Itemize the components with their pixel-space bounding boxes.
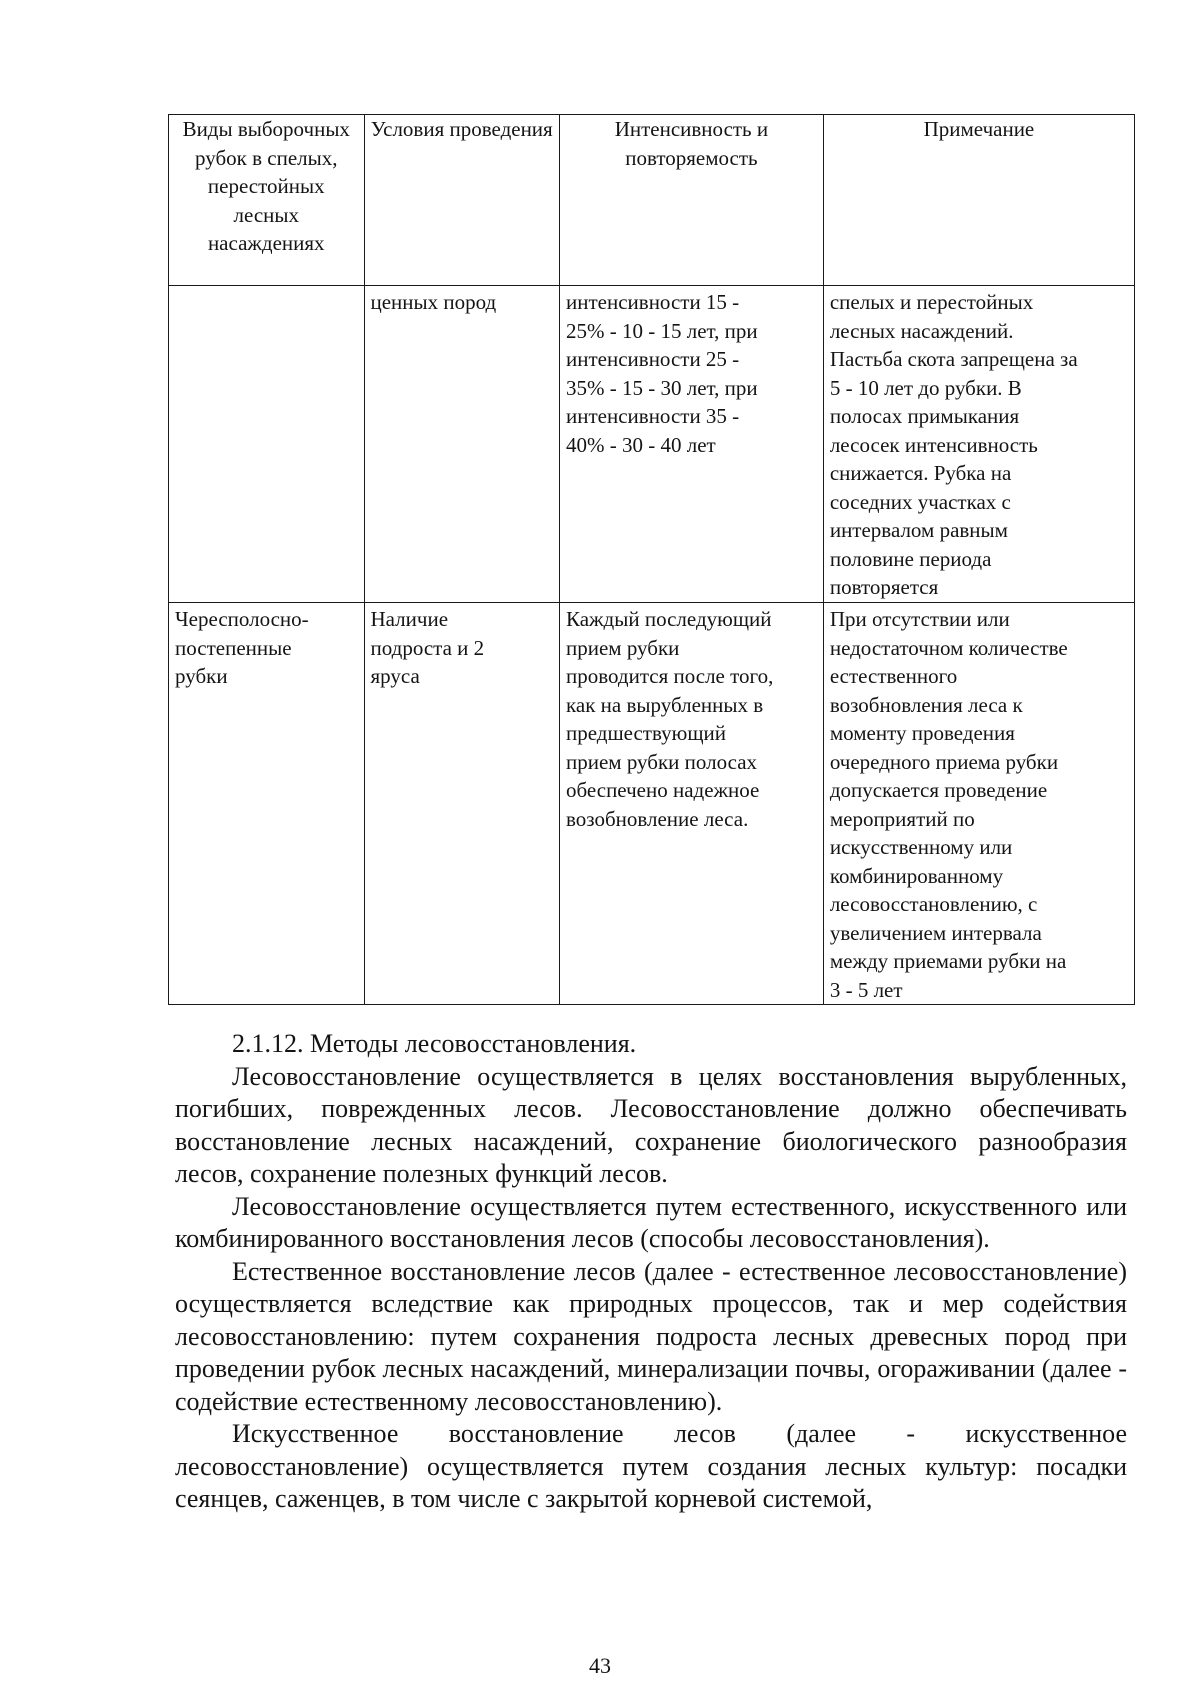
header-logging-type: Виды выборочных рубок в спелых, перестойных лесных насаждениях [169,115,365,286]
header-intensity: Интенсивность и повторяемость [560,115,824,286]
paragraph: Лесовосстановление осуществляется в целях восстановления вырубленных, погибших, поврежденных лесов. Лесовосстановление должно обеспечивать восстановление лесных насаждений, сохранение биологического разнообразия лесов, сохранение полезных функций лесов. [175,1061,1127,1188]
cell-logging-type [169,286,365,603]
logging-methods-table [168,114,1135,1005]
table-header-row [169,115,1135,286]
cell-intensity: Каждый последующий прием рубки проводится после того, как на вырубленных в предшествующий прием рубки полосах обеспечено надежное возобновление леса. [560,603,824,1005]
table-row [169,286,1135,603]
paragraph: Лесовосстановление осуществляется путем естественного, искусственного или комбинированного восстановления лесов (способы лесовосстановления). [175,1191,1127,1253]
cell-logging-type: Чересполосно- постепенные рубки [169,603,365,1005]
section-body [175,1028,1127,1516]
cell-conditions: Наличие подроста и 2 яруса [364,603,560,1005]
paragraph: Искусственное восстановление лесов (далее - искусственное лесовосстановление) осуществляется путем создания лесных культур: посадки сеянцев, саженцев, в том числе с закрытой корневой системой, [175,1419,1127,1513]
header-note: Примечание [823,115,1134,286]
paragraph: Естественное восстановление лесов (далее - естественное лесовосстановление) осуществляется вследствие как природных процессов, так и мер содействия лесовосстановлению: путем сохранения подроста лесных древесных пород при проведении рубок лесных насаждений, минерализации почвы, огораживании (далее - содействие естественному лесовосстановлению). [175,1256,1127,1416]
page-number: 43 [589,1653,611,1678]
cell-note: При отсутствии или недостаточном количестве естественного возобновления леса к моменту проведения очередного приема рубки допускается проведение мероприятий по искусственному или комбинированному лесовосстановлению, с увеличением интервала между приемами рубки на 3 - 5 лет [823,603,1134,1005]
cell-conditions: ценных пород [364,286,560,603]
cell-intensity: интенсивности 15 - 25% - 10 - 15 лет, при интенсивности 25 - 35% - 15 - 30 лет, при интенсивности 35 - 40% - 30 - 40 лет [560,286,824,603]
section-heading: 2.1.12. Методы лесовосстановления. [232,1029,637,1058]
header-conditions: Условия проведения [364,115,560,286]
table-row [169,603,1135,1005]
cell-note: спелых и перестойных лесных насаждений. Пастьба скота запрещена за 5 - 10 лет до рубки. В полосах примыкания лесосек интенсивность снижается. Рубка на соседних участках с интервалом равным половине периода повторяется [823,286,1134,603]
